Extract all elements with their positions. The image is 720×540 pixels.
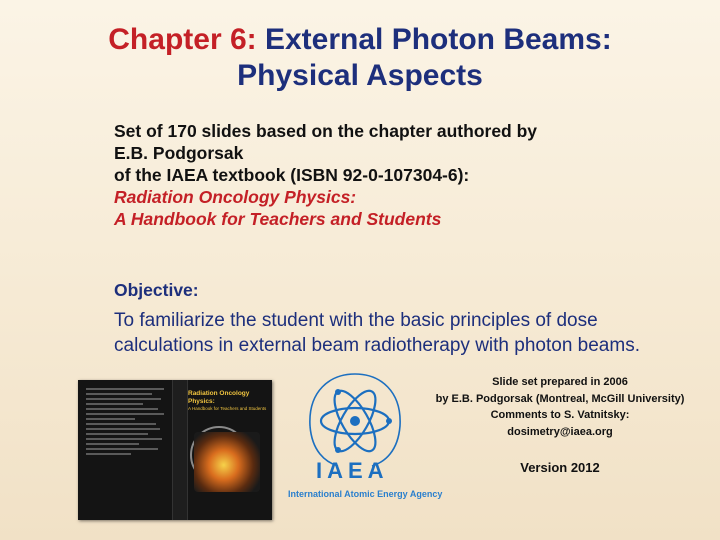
objective-label: Objective: [114,280,199,300]
book-back-cover [86,388,168,512]
source-description [114,120,674,230]
book-cover-image [78,380,272,520]
chapter-label: Chapter 6: [108,23,257,56]
slide-title [40,22,680,94]
textbook-title: Radiation Oncology Physics: [114,187,357,207]
title-line-2: Physical Aspects [237,59,483,92]
book-cover-art [194,432,260,492]
iaea-full-name: International Atomic Energy Agency [288,489,443,499]
iaea-acronym: IAEA [316,458,389,483]
objective-line-1: To familiarize the student with the basic principles of dose [114,310,598,331]
credits-email: dosimetry@iaea.org [507,425,613,438]
textbook-subtitle: A Handbook for Teachers and Students [114,209,442,229]
credits-line-1: Slide set prepared in 2006 [492,376,628,388]
objective-text [114,308,694,358]
credits-line-3: Comments to S. Vatnitsky: [490,409,630,421]
iaea-atom-icon [290,366,420,506]
credits-line-2: by E.B. Podgorsak (Montreal, McGill University) [435,392,685,405]
source-line-3: of the IAEA textbook (ISBN 92-0-107304-6): [114,165,470,185]
version-label: Version 2012 [520,460,600,475]
title-line-1: External Photon Beams: [264,23,612,56]
credits-block [420,374,700,440]
book-spine [172,380,188,520]
objective-line-2: calculations in external beam radiotherapy with photon beams. [114,335,640,356]
source-line-2: E.B. Podgorsak [114,143,244,163]
book-front-cover [188,384,270,516]
book-cover-subtitle: A Handbook for Teachers and Students [188,406,267,411]
book-cover-title: Radiation Oncology Physics: [188,390,250,405]
source-line-1: Set of 170 slides based on the chapter authored by [114,121,538,141]
